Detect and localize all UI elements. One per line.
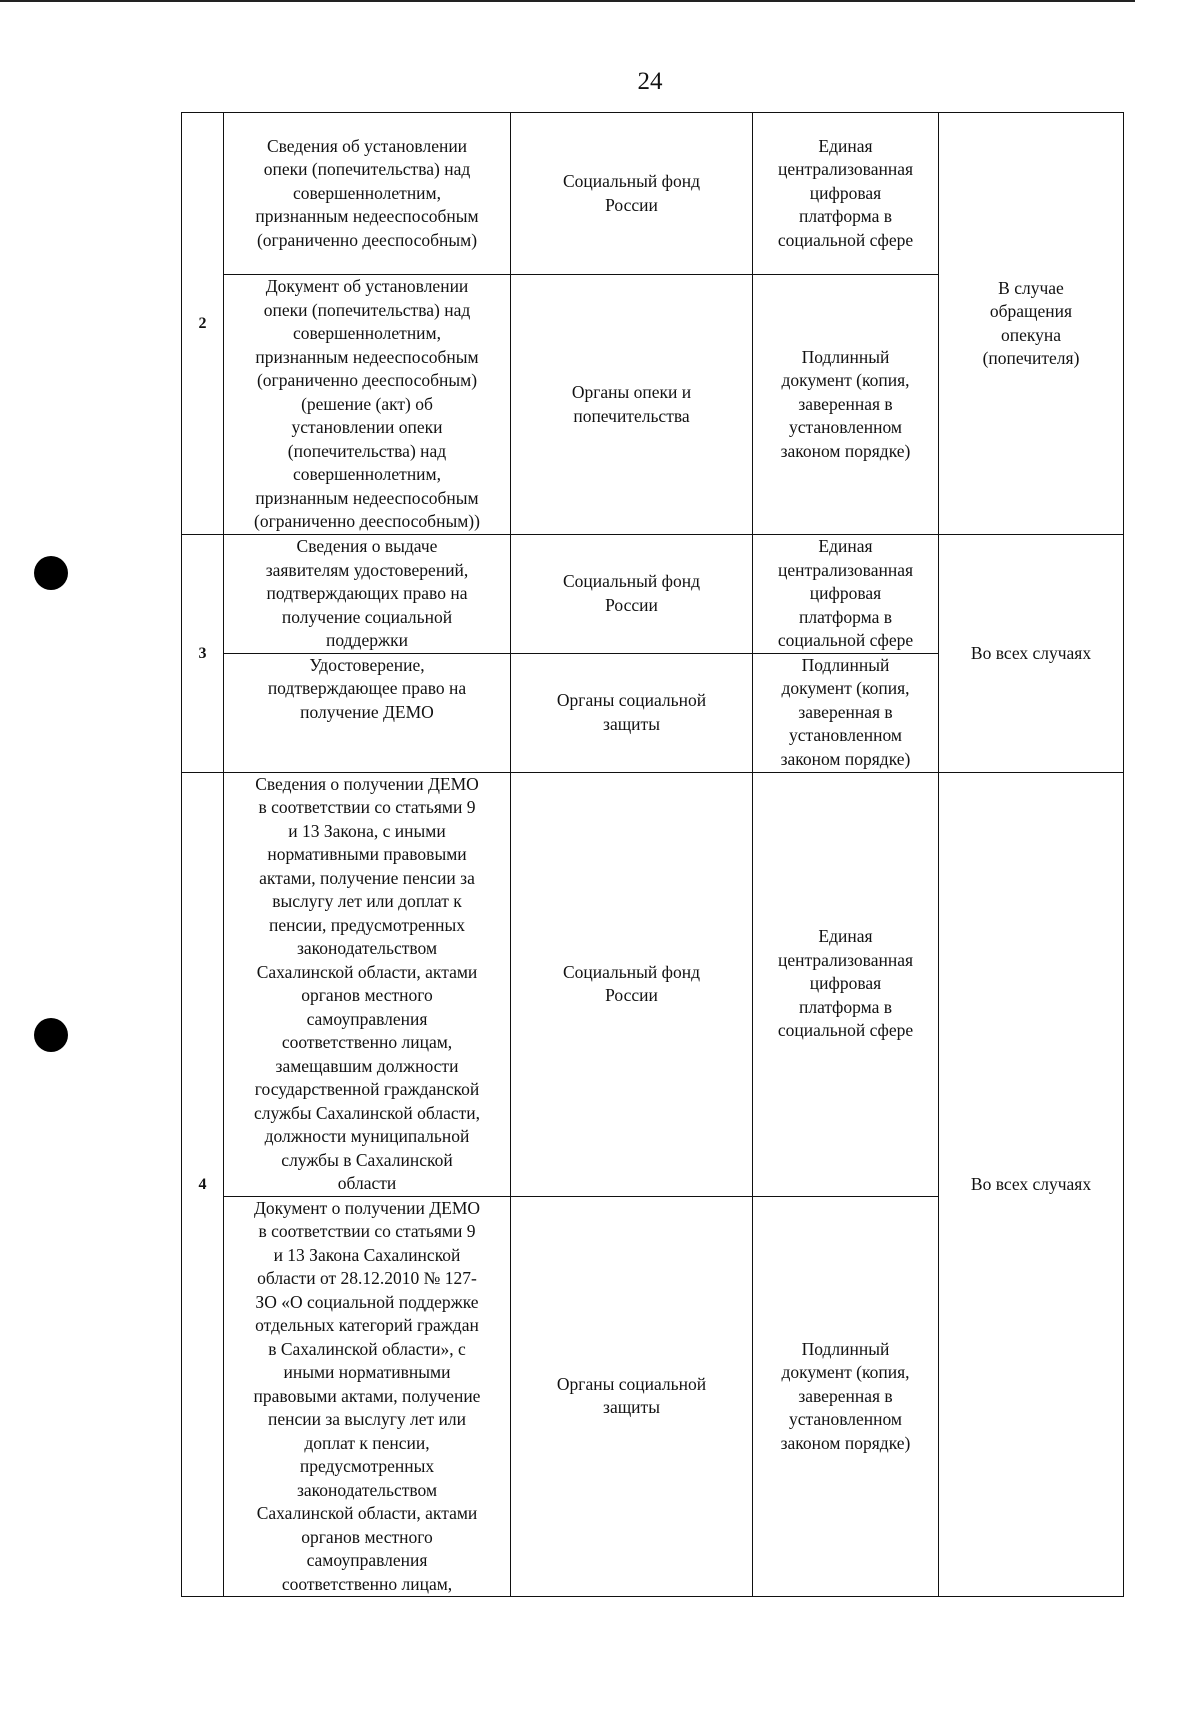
condition-cell: Во всех случаях [939, 772, 1124, 1597]
page-number: 24 [637, 68, 663, 95]
row-number: 2 [182, 113, 224, 535]
table-row [182, 772, 1124, 1196]
source-cell: Подлинный документ (копия, заверенная в установленном законом порядке) [753, 1196, 939, 1597]
table-row [182, 113, 1124, 275]
document-cell: Удостоверение, подтверждающее право на получение ДЕМО [224, 653, 511, 772]
punch-hole-upper [34, 556, 68, 590]
row-number: 3 [182, 535, 224, 773]
organization-cell: Социальный фонд России [511, 535, 753, 654]
source-cell: Подлинный документ (копия, заверенная в установленном законом порядке) [753, 653, 939, 772]
top-border-line [0, 0, 1135, 2]
organization-cell: Органы социальной защиты [511, 1196, 753, 1597]
punch-hole-lower [34, 1018, 68, 1052]
document-cell: Сведения о выдаче заявителям удостоверений, подтверждающих право на получение социальной поддержки [224, 535, 511, 654]
organization-cell: Социальный фонд России [511, 772, 753, 1196]
table-row [182, 535, 1124, 654]
source-cell: Единая централизованная цифровая платформа в социальной сфере [753, 535, 939, 654]
source-cell: Подлинный документ (копия, заверенная в установленном законом порядке) [753, 275, 939, 535]
document-cell: Документ об установлении опеки (попечительства) над совершеннолетним, признанным недееспособным (ограниченно дееспособным) (решение (акт) об установлении опеки (попечительства) над совершеннолетним, признанным недееспособным (ограниченно дееспособным)) [224, 275, 511, 535]
row-number: 4 [182, 772, 224, 1597]
source-cell: Единая централизованная цифровая платформа в социальной сфере [753, 113, 939, 275]
condition-cell: В случае обращения опекуна (попечителя) [939, 113, 1124, 535]
organization-cell: Органы социальной защиты [511, 653, 753, 772]
organization-cell: Социальный фонд России [511, 113, 753, 275]
document-cell: Документ о получении ДЕМО в соответствии со статьями 9 и 13 Закона Сахалинской области от 28.12.2010 № 127- ЗО «О социальной поддержке отдельных категорий граждан в Сахалинской области», с иными нормативными правовыми актами, получение пенсии за выслугу лет или доплат к пенсии, предусмотренных законодательством Сахалинской области, актами органов местного самоуправления соответственно лицам, [224, 1196, 511, 1597]
documents-table [181, 112, 1124, 1597]
document-cell: Сведения о получении ДЕМО в соответствии со статьями 9 и 13 Закона, с иными нормативными правовыми актами, получение пенсии за выслугу лет или доплат к пенсии, предусмотренных законодательством Сахалинской области, актами органов местного самоуправления соответственно лицам, замещавшим должности государственной гражданской службы Сахалинской области, должности муниципальной службы в Сахалинской области [224, 772, 511, 1196]
organization-cell: Органы опеки и попечительства [511, 275, 753, 535]
condition-cell: Во всех случаях [939, 535, 1124, 773]
source-cell: Единая централизованная цифровая платформа в социальной сфере [753, 772, 939, 1196]
document-cell: Сведения об установлении опеки (попечительства) над совершеннолетним, признанным недееспособным (ограниченно дееспособным) [224, 113, 511, 275]
